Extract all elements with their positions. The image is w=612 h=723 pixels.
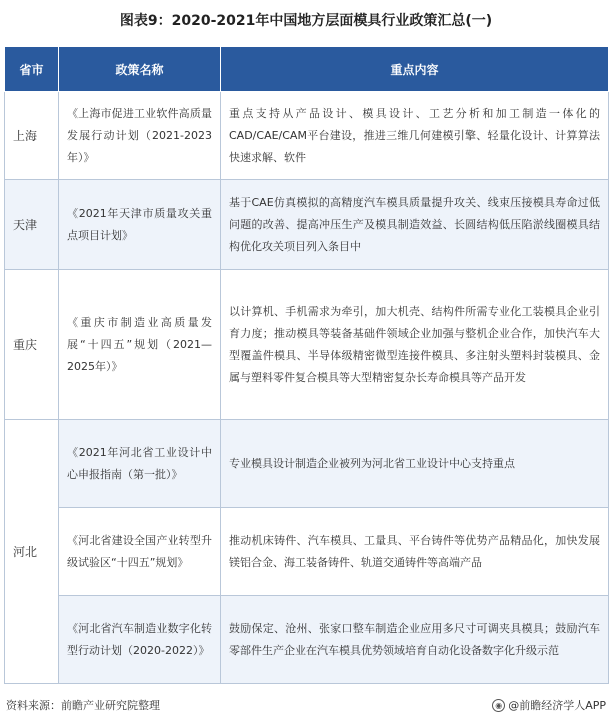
table-row [5,270,609,420]
table-row [5,596,609,684]
policy-name-cell: 《2021年河北省工业设计中心申报指南（第一批）》 [59,420,221,508]
province-cell: 重庆 [5,270,59,420]
policy-name-cell: 《上海市促进工业软件高质量发展行动计划（2021-2023年）》 [59,92,221,180]
header-province: 省市 [5,47,59,92]
province-cell: 天津 [5,180,59,270]
content-cell: 重点支持从产品设计、模具设计、工艺分析和加工制造一体化的CAD/CAE/CAM平台建设，推进三维几何建模引擎、轻量化设计、计算算法快速求解、软件 [221,92,609,180]
policy-table [4,46,609,684]
province-cell: 河北 [5,420,59,684]
content-cell: 基于CAE仿真模拟的高精度汽车模具质量提升攻关、线束压接模具寿命过低问题的改善、提高冲压生产及模具制造效益、长圆结构低压陷淤线圈模具结构优化攻关项目列入条目中 [221,180,609,270]
source-note: 资料来源：前瞻产业研究院整理 [6,699,160,712]
province-cell: 上海 [5,92,59,180]
circle-logo-icon: ◉ [492,699,505,712]
brand-credit [492,697,606,713]
policy-name-cell: 《河北省建设全国产业转型升级试验区“十四五”规划》 [59,508,221,596]
brand-label: @前瞻经济学人APP [508,699,606,712]
content-cell: 以计算机、手机需求为牵引，加大机壳、结构件所需专业化工装模具企业引育力度；推动模具等装备基础件领域企业加强与整机企业合作，加快汽车大型覆盖件模具、半导体级精密微型连接件模具、多注射头塑料封装模具、金属与塑料零件复合模具等大型精密复杂长寿命模具等产品开发 [221,270,609,420]
table-row [5,420,609,508]
table-header-row [5,47,609,92]
page-title: 图表9：2020-2021年中国地方层面模具行业政策汇总(一) [119,13,493,29]
table-row [5,92,609,180]
policy-name-cell: 《2021年天津市质量攻关重点项目计划》 [59,180,221,270]
table-row [5,508,609,596]
content-cell: 推动机床铸件、汽车模具、工量具、平台铸件等优势产品精品化，加快发展镁铝合金、海工装备铸件、轨道交通铸件等高端产品 [221,508,609,596]
header-policy-name: 政策名称 [59,47,221,92]
content-cell: 专业模具设计制造企业被列为河北省工业设计中心支持重点 [221,420,609,508]
header-key-content: 重点内容 [221,47,609,92]
policy-name-cell: 《河北省汽车制造业数字化转型行动计划（2020-2022）》 [59,596,221,684]
table-row [5,180,609,270]
content-cell: 鼓励保定、沧州、张家口整车制造企业应用多尺寸可调夹具模具；鼓励汽车零部件生产企业在汽车模具优势领域培育自动化设备数字化升级示范 [221,596,609,684]
policy-name-cell: 《重庆市制造业高质量发展“十四五”规划（2021—2025年）》 [59,270,221,420]
